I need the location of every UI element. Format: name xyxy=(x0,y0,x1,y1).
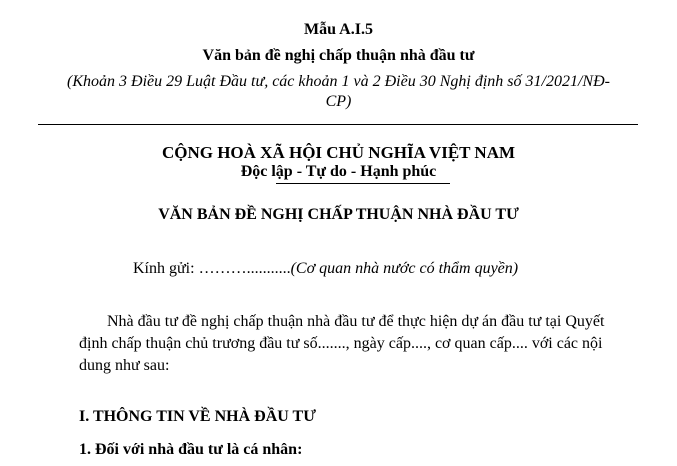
section-1-heading: I. THÔNG TIN VỀ NHÀ ĐẦU TƯ xyxy=(79,408,316,425)
intro-line-2: định chấp thuận chủ trương đầu tư số......., ngày cấp...., cơ quan cấp.... với các nội xyxy=(79,335,603,352)
recipient-value: (Cơ quan nhà nước có thẩm quyền) xyxy=(290,260,519,277)
national-motto: Độc lập - Tự do - Hạnh phúc xyxy=(240,163,437,180)
form-title: Văn bản đề nghị chấp thuận nhà đầu tư xyxy=(202,47,475,64)
form-code: Mẫu A.I.5 xyxy=(304,21,373,38)
national-name: CỘNG HOÀ XÃ HỘI CHỦ NGHĨA VIỆT NAM xyxy=(161,143,516,162)
legal-basis-line-1: (Khoản 3 Điều 29 Luật Đầu tư, các khoản 1 và 2 Điều 30 Nghị định số 31/2021/NĐ- xyxy=(67,73,610,90)
header-divider xyxy=(38,124,638,125)
motto-underline xyxy=(276,183,450,184)
recipient-label: Kính gửi: ………........... xyxy=(133,260,291,277)
legal-basis-line-2: CP) xyxy=(325,93,352,110)
subsection-1-heading: 1. Đối với nhà đầu tư là cá nhân: xyxy=(79,441,303,458)
recipient-line xyxy=(133,259,518,279)
intro-line-1: Nhà đầu tư đề nghị chấp thuận nhà đầu tư để thực hiện dự án đầu tư tại Quyết xyxy=(107,313,605,330)
document-heading: VĂN BẢN ĐỀ NGHỊ CHẤP THUẬN NHÀ ĐẦU TƯ xyxy=(158,206,519,223)
intro-line-3: dung như sau: xyxy=(79,357,170,374)
